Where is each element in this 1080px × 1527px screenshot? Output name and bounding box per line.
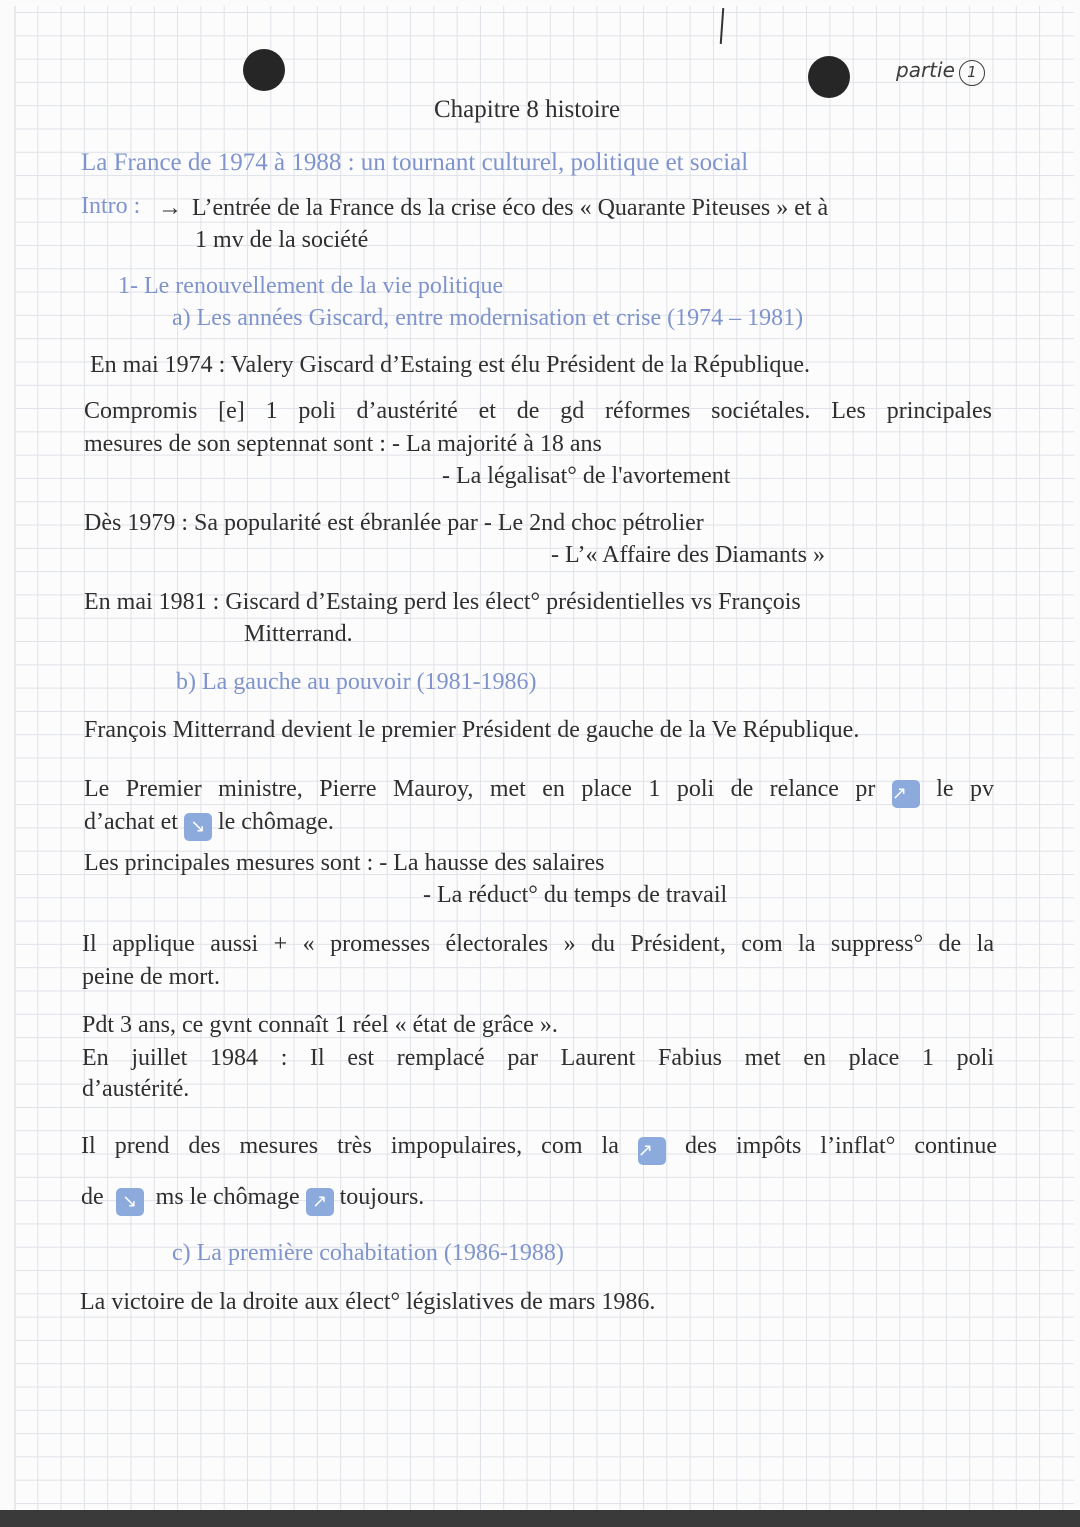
punch-hole-right xyxy=(808,56,850,98)
paragraph-a3-line-2: - L’« Affaire des Diamants » xyxy=(551,542,825,568)
paragraph-b4-line-2: peine de mort. xyxy=(82,964,220,990)
paragraph-a4-line-1: En mai 1981 : Giscard d’Estaing perd les élect° présidentielles vs François xyxy=(84,589,801,615)
paragraph-a3-line-1: Dès 1979 : Sa popularité est ébranlée par - Le 2nd choc pétrolier xyxy=(84,510,704,536)
paragraph-b2-text-1: Le Premier ministre, Pierre Mauroy, met en place 1 poli de relance pr xyxy=(84,776,876,802)
arrow-up-right-icon: ↗ xyxy=(892,780,920,808)
part-label xyxy=(896,58,985,86)
paragraph-a4-line-2: Mitterrand. xyxy=(244,621,353,647)
paragraph-b6-line-2: d’austérité. xyxy=(82,1076,190,1102)
subsection-c-title: c) La première cohabitation (1986-1988) xyxy=(172,1240,564,1266)
intro-arrow: → xyxy=(158,195,182,221)
paragraph-b7-text-1: Il prend des mesures très impopulaires, com la xyxy=(81,1133,619,1159)
paragraph-b5: Pdt 3 ans, ce gvnt connaît 1 réel « état de grâce ». xyxy=(82,1012,558,1038)
intro-line-1: L’entrée de la France ds la crise éco des « Quarante Piteuses » et à xyxy=(192,195,829,221)
chapter-subject: La France de 1974 à 1988 : un tournant culturel, politique et social xyxy=(81,149,749,176)
paragraph-a2-line-1: Compromis [e] 1 poli d’austérité et de gd réformes sociétales. Les principales xyxy=(84,398,992,424)
paragraph-b7-text-4: ms le chômage xyxy=(155,1184,300,1210)
intro-label: Intro : xyxy=(81,193,141,219)
paragraph-b2-text-3: d’achat et xyxy=(84,809,178,835)
subsection-a-title: a) Les années Giscard, entre modernisation et crise (1974 – 1981) xyxy=(172,305,804,331)
punch-hole-left xyxy=(243,49,285,91)
arrow-down-right-icon: ↘ xyxy=(116,1188,144,1216)
section-1-title: 1- Le renouvellement de la vie politique xyxy=(118,273,504,299)
paragraph-b3-line-1: Les principales mesures sont : - La hausse des salaires xyxy=(84,850,605,876)
page-title: Chapitre 8 histoire xyxy=(434,96,621,123)
paragraph-b2-line-2 xyxy=(84,810,334,841)
arrow-up-right-icon: ↗ xyxy=(638,1137,666,1165)
paragraph-b7-text-3: de xyxy=(81,1184,104,1210)
subsection-b-title: b) La gauche au pouvoir (1981-1986) xyxy=(176,669,537,695)
intro-line-2: 1 mv de la société xyxy=(195,227,369,253)
paragraph-b6-line-1: En juillet 1984 : Il est remplacé par Laurent Fabius met en place 1 poli xyxy=(82,1045,994,1071)
paragraph-b2-text-2: le pv xyxy=(936,776,995,802)
paragraph-b2-text-4: le chômage. xyxy=(217,809,334,835)
arrow-up-right-icon: ↗ xyxy=(306,1188,334,1216)
paragraph-b2-line-1 xyxy=(84,777,994,808)
paragraph-b7-text-5: toujours. xyxy=(339,1184,425,1210)
paragraph-b4-line-1: Il applique aussi + « promesses électorales » du Président, com la suppress° de la xyxy=(82,931,994,957)
part-number-circle: 1 xyxy=(959,60,985,86)
paragraph-a2-line-2: mesures de son septennat sont : - La majorité à 18 ans xyxy=(84,431,602,457)
paragraph-b1: François Mitterrand devient le premier Président de gauche de la Ve République. xyxy=(84,717,860,743)
paragraph-a1: En mai 1974 : Valery Giscard d’Estaing est élu Président de la République. xyxy=(90,352,811,378)
paragraph-a2-line-3: - La légalisat° de l'avortement xyxy=(442,463,731,489)
paragraph-b3-line-2: - La réduct° du temps de travail xyxy=(423,882,728,908)
paragraph-b7-line-1 xyxy=(81,1134,997,1165)
part-label-text: partie xyxy=(896,58,955,82)
paragraph-b7-line-2 xyxy=(81,1185,424,1216)
paragraph-c1: La victoire de la droite aux élect° législatives de mars 1986. xyxy=(80,1289,656,1315)
grid-paper-sheet xyxy=(14,6,1074,1511)
page-bottom-edge xyxy=(0,1510,1080,1527)
arrow-down-right-icon: ↘ xyxy=(184,813,212,841)
paragraph-b7-text-2: des impôts l’inflat° continue xyxy=(684,1133,997,1159)
